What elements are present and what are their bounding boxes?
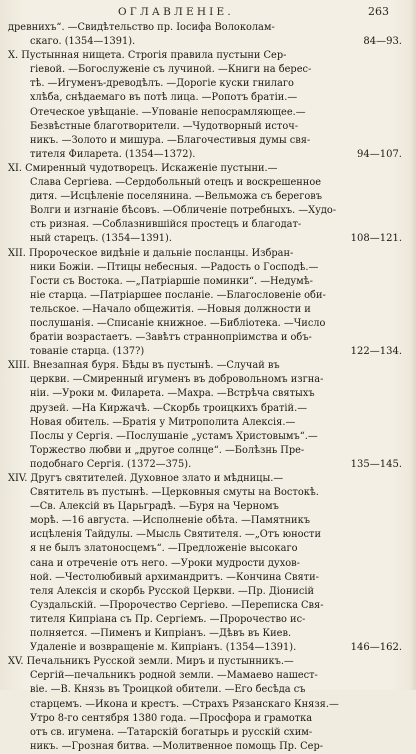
toc-entry-line <box>8 345 410 359</box>
toc-line-text: Торжество любви и „другое солнце“. —Болѣзнь Пре- <box>30 444 305 456</box>
toc-line-text: отъ св. игумена. —Татарскiй богатырь и русскiй схим- <box>30 726 313 738</box>
toc-entry-line <box>8 613 410 627</box>
toc-entry-line <box>8 402 410 416</box>
toc-line-text: Безвѣстные благотворители. —Чудотворный источ- <box>30 120 298 132</box>
toc-entry-line <box>8 599 410 613</box>
toc-entry-line <box>8 458 410 472</box>
toc-entry-line <box>8 176 410 190</box>
toc-line-text: старцемъ. —Икона и крестъ. —Страхъ Рязанскаго Князя.— <box>30 698 339 710</box>
toc-line-text: ники Божiи. —Птицы небесныя. —Радость о Господѣ.— <box>30 261 319 273</box>
toc-entry-line <box>8 331 410 345</box>
toc-line-text: древнихъ“. —Свидѣтельство пр. Iосифа Волоколам- <box>8 22 275 33</box>
toc-page-range: 84—93. <box>363 36 402 48</box>
toc-line-text: XIV. Другъ святителей. Духовное злато и мѣдницы.— <box>8 473 284 484</box>
toc-line-text: ной. —Честолюбивый архимандритъ. —Кончина Святи- <box>30 571 319 583</box>
toc-entry <box>8 247 410 360</box>
toc-line-text: Послы у Сергiя. —Послушанiе „устамъ Христовымъ“.— <box>30 430 318 442</box>
toc-line-text: полняется. —Пименъ и Кипрiанъ. —Дѣвъ въ Киев. <box>30 628 292 640</box>
toc-entry-line <box>8 444 410 458</box>
toc-entry-line <box>8 557 410 571</box>
toc-entry-line <box>8 190 410 204</box>
toc-entry-line <box>8 627 410 641</box>
toc-entry <box>8 21 410 49</box>
toc-entry-line <box>8 542 410 556</box>
toc-page-range: 146—162. <box>350 642 402 654</box>
toc-line-text: XI. Смиренный чудотворецъ. Искаженiе пустыни.— <box>8 162 278 174</box>
toc-entry-line <box>8 641 410 655</box>
toc-entry-line <box>8 106 410 120</box>
toc-entry-heading-line <box>8 49 410 63</box>
toc-line-text: друзей. —На Киржачѣ. —Скорбь троицкихъ братiй.— <box>30 402 307 414</box>
toc-line-text: Волги и изгнанiе бѣсовъ. —Обличенiе потребныхъ. —Худо- <box>30 205 337 217</box>
toc-line-text: теля Алексiя и скорбь Русской Церкви. —Пр. Дiонисiй <box>30 585 315 597</box>
toc-entry-line <box>8 430 410 444</box>
toc-line-text: ный старецъ. (1354—1391). <box>30 233 172 245</box>
toc-entry-line <box>8 317 410 331</box>
toc-line-text: XIII. Внезапная буря. Бѣды въ пустынѣ. —Случай въ <box>8 360 280 372</box>
toc-line-text: Новая обитель. —Братiя у Митрополита Алексiя.— <box>30 416 296 428</box>
toc-entry-line <box>8 261 410 275</box>
toc-line-text: Слава Сергiева. —Сердобольный отецъ и воскрешенное <box>30 177 322 189</box>
toc-entry-line <box>8 63 410 77</box>
toc-line-text: тованiе старца. (137?) <box>30 346 145 358</box>
toc-line-text: —Св. Алексiй въ Царьградѣ. —Буря на Черномъ <box>30 501 279 513</box>
toc-entry-line <box>8 571 410 585</box>
toc-entry <box>8 472 410 655</box>
toc-line-text: церкви. —Смиренный игуменъ въ добровольномъ изгна- <box>30 374 324 386</box>
toc-line-text: Гости съ Востока. —„Патрiаршiе поминки“. —Недумѣ- <box>30 275 313 287</box>
toc-entry-line <box>8 120 410 134</box>
toc-line-text: братiи возрастаетъ. —Завѣтъ страннопрiимства и объ- <box>30 332 312 344</box>
toc-entry-line <box>8 683 410 697</box>
toc-page-range: 135—145. <box>350 458 402 470</box>
toc-entry-line <box>8 585 410 599</box>
toc-entry-line <box>8 500 410 514</box>
toc-entry-heading-line <box>8 472 410 486</box>
toc-entry <box>8 49 410 162</box>
toc-line-text: Суздальскiй. —Пророчество Сергiево. —Переписка Свя- <box>30 599 324 611</box>
toc-line-text: морѣ. —16 августа. —Исполненiе обѣта. —Памятникъ <box>30 515 310 527</box>
toc-entry-line <box>8 77 410 91</box>
toc-line-text: дитя. —Исцѣленiе поселянина. —Вельможа съ береговъ <box>30 191 323 203</box>
page-edge-shadow <box>410 0 416 690</box>
toc-line-text: XV. Печальникъ Русской земли. Миръ и пустынникъ.— <box>8 656 294 668</box>
toc-entry-line <box>8 726 410 740</box>
toc-line-text: вiе. —В. Князь въ Троицкой обители. —Его бесѣда съ <box>30 684 306 696</box>
toc-line-text: тѣ. —Игуменъ-древодѣлъ. —Дорогiе куски гнилаго <box>30 78 294 90</box>
toc-entry <box>8 655 410 754</box>
toc-entry-line <box>8 134 410 148</box>
table-of-contents <box>8 21 410 754</box>
toc-line-text: гiевой. —Богослуженiе съ лучиной. —Книги на берес- <box>30 64 312 76</box>
toc-line-text: сана и отреченiе отъ него. —Уроки мудрости духов- <box>30 557 300 569</box>
toc-entry-line <box>8 204 410 218</box>
toc-entry-heading-line <box>8 162 410 176</box>
toc-entry-line <box>8 740 410 754</box>
toc-entry-line <box>8 232 410 246</box>
toc-line-text: Утро 8-го сентября 1380 года. —Просфора и грамотка <box>30 712 313 724</box>
toc-line-text: хлѣба, снѣдаемаго въ потѣ лица. —Ропотъ братiи.— <box>30 92 298 104</box>
toc-line-text: Отеческое увѣщанiе. —Упованiе непосрамляющее.— <box>30 106 306 118</box>
toc-entry-line <box>8 148 410 162</box>
toc-line-text: я не былъ златоносцемъ“. —Предложенiе высокаго <box>30 543 298 555</box>
toc-line-text: Удаленiе и возвращенiе м. Кипрiанъ. (1354—1391). <box>30 642 297 654</box>
toc-entry-line <box>8 712 410 726</box>
toc-entry-line <box>8 669 410 683</box>
toc-line-text: нiи. —Уроки м. Филарета. —Махра. —Встрѣча святыхъ <box>30 388 315 400</box>
toc-line-text: тителя Филарета. (1354—1372). <box>30 148 196 160</box>
toc-entry-line <box>8 91 410 105</box>
toc-page-range: 94—107. <box>357 148 402 160</box>
toc-line-text: послушанiя. —Списанiе книжное. —Библiотека. —Число <box>30 317 326 329</box>
toc-line-text: нiе старца. —Патрiаршее посланiе. —Благословенiе оби- <box>30 289 326 301</box>
page-title: ОГЛАВЛЕНIЕ. <box>118 6 234 18</box>
toc-entry-heading-line <box>8 359 410 373</box>
toc-entry-line <box>8 35 410 49</box>
toc-entry-heading-line <box>8 655 410 669</box>
toc-entry-line <box>8 387 410 401</box>
toc-entry-line <box>8 698 410 712</box>
toc-line-text: никъ. —Золото и мишура. —Благочестивыя думы свя- <box>30 134 311 146</box>
toc-page-range: 108—121. <box>350 233 402 245</box>
toc-line-text: подобнаго Сергiя. (1372—375). <box>30 458 192 470</box>
toc-entry-heading-line <box>8 247 410 261</box>
toc-line-text: Святитель въ пустынѣ. —Церковныя смуты на Востокѣ. <box>30 487 319 499</box>
toc-line-text: сть ризная. —Соблазнившiйся простецъ и благодат- <box>30 219 302 231</box>
toc-line-text: скаго. (1354—1391). <box>30 36 136 48</box>
toc-entry-line <box>8 303 410 317</box>
toc-entry-line <box>8 289 410 303</box>
toc-page-range: 122—134. <box>350 346 402 358</box>
toc-entry-line <box>8 373 410 387</box>
toc-line-text: XII. Пророческое видѣнiе и дальнiе посланцы. Избран- <box>8 247 294 259</box>
toc-entry-line <box>8 514 410 528</box>
page-number: 263 <box>368 5 389 18</box>
toc-entry-line <box>8 218 410 232</box>
toc-entry-line <box>8 416 410 430</box>
toc-line-text: тителя Кипрiана съ Пр. Сергiемъ. —Пророчество ис- <box>30 613 306 625</box>
toc-line-text: X. Пустынная нищета. Строгiя правила пустыни Сер- <box>8 50 287 62</box>
toc-entry-line <box>8 486 410 500</box>
toc-line-text: тельское. —Начало общежитiя. —Новыя должности и <box>30 303 311 315</box>
toc-line-text: никъ. —Грозная битва. —Молитвенное помощь Пр. Сер- <box>30 740 324 752</box>
toc-line-text: исцѣленiя Тайдулы. —Мысль Святителя. —„Отъ юности <box>30 529 321 541</box>
toc-entry-line <box>8 528 410 542</box>
toc-entry <box>8 359 410 472</box>
toc-entry-heading-line <box>8 21 410 35</box>
toc-line-text: Сергiй—печальникъ родной земли. —Мамаево нашест- <box>30 670 318 682</box>
toc-entry-line <box>8 275 410 289</box>
toc-entry <box>8 162 410 247</box>
